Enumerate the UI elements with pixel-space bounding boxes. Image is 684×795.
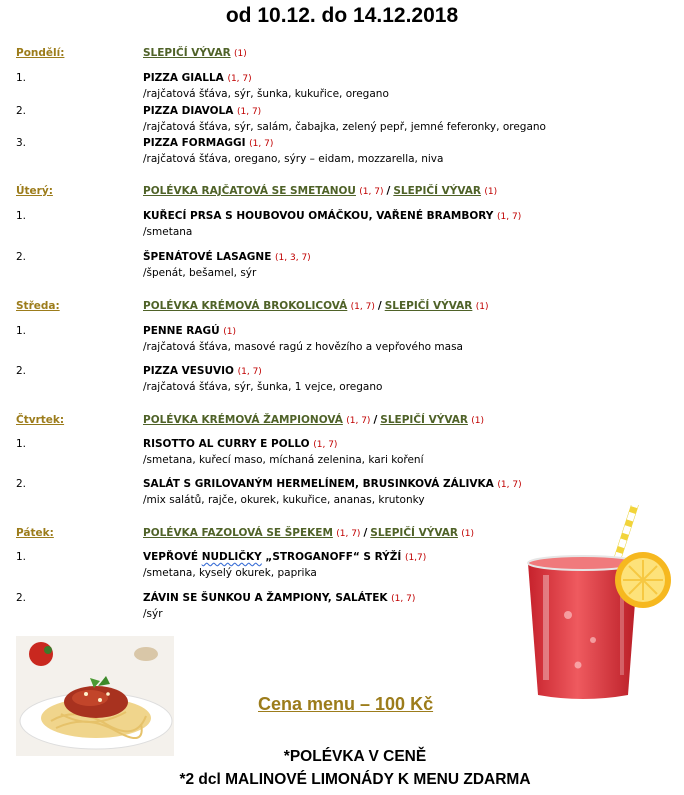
note-free-lemonade: *2 dcl MALINOVÉ LIMONÁDY K MENU ZDARMA — [179, 771, 531, 788]
note-soup-included: *POLÉVKA V CENĚ — [283, 748, 427, 765]
item-description: /rajčatová šťáva, masové ragú z hovězího a vepřového masa — [143, 341, 463, 353]
item-allergens: (1, 7) — [237, 367, 262, 377]
menu-item — [16, 251, 311, 279]
menu-price: Cena menu – 100 Kč — [258, 694, 434, 714]
item-description: /mix salátů, rajče, okurek, kukuřice, ananas, krutonky — [143, 494, 425, 506]
item-allergens: (1,7) — [404, 553, 427, 563]
item-name: PIZZA VESUVIO — [143, 365, 234, 377]
day-heading-friday — [16, 527, 474, 539]
item-number: 2. — [16, 592, 27, 604]
menu-item — [16, 365, 382, 393]
item-description: /smetana — [143, 226, 193, 238]
item-name: RISOTTO AL CURRY E POLLO — [143, 438, 310, 450]
soup-label: SLEPIČÍ VÝVAR — [370, 527, 458, 539]
item-description: /špenát, bešamel, sýr — [143, 267, 257, 279]
item-allergens: (1, 7) — [227, 74, 252, 84]
item-description: /rajčatová šťáva, sýr, šunka, kukuřice, oregano — [143, 88, 389, 100]
item-name: PIZZA FORMAGGI — [143, 137, 246, 149]
soup-allergens: (1, 7) — [350, 302, 375, 312]
soup-label: POLÉVKA FAZOLOVÁ SE ŠPEKEM — [143, 527, 333, 539]
soup-allergens: (1) — [471, 416, 485, 426]
item-allergens: (1) — [223, 327, 237, 337]
item-name: PENNE RAGÚ — [143, 325, 220, 337]
day-name: Pátek: — [16, 527, 54, 539]
item-number: 3. — [16, 137, 27, 149]
day-name: Úterý: — [16, 185, 53, 197]
item-number: 1. — [16, 72, 27, 84]
menu-item — [16, 137, 443, 165]
item-allergens: (1, 7) — [497, 212, 522, 222]
soup-label: SLEPIČÍ VÝVAR — [380, 414, 468, 426]
item-allergens: (1, 7) — [249, 139, 274, 149]
soup-separator: / — [363, 527, 368, 539]
item-allergens: (1, 7) — [391, 594, 416, 604]
menu-title: od 10.12. do 14.12.2018 — [225, 4, 459, 27]
day-heading-thursday — [16, 414, 484, 426]
item-name-part: „STROGANOFF“ S RÝŽÍ — [261, 551, 402, 563]
soup-label: SLEPIČÍ VÝVAR — [384, 300, 473, 312]
item-number: 1. — [16, 438, 27, 450]
menu-item — [16, 325, 463, 353]
item-description: /sýr — [143, 608, 163, 620]
menu-item — [16, 438, 424, 466]
item-description: /rajčatová šťáva, oregano, sýry – eidam, mozzarella, niva — [143, 153, 444, 165]
day-heading-monday — [16, 47, 247, 59]
item-name: KUŘECÍ PRSA S HOUBOVOU OMÁČKOU, VAŘENÉ BRAMBORY — [143, 210, 494, 222]
item-name: SALÁT S GRILOVANÝM HERMELÍNEM, BRUSINKOVÁ ZÁLIVKA — [143, 478, 494, 490]
soup-allergens: (1) — [484, 187, 498, 197]
item-description: /smetana, kyselý okurek, paprika — [143, 567, 317, 579]
raspberry-lemonade-glass-image — [508, 505, 678, 705]
soup-separator: / — [377, 300, 382, 312]
soup-allergens: (1, 7) — [336, 529, 361, 539]
soup-label: POLÉVKA KRÉMOVÁ BROKOLICOVÁ — [143, 300, 348, 312]
item-allergens: (1, 7) — [497, 480, 522, 490]
soup-allergens: (1) — [234, 49, 247, 59]
soup-separator: / — [386, 185, 391, 197]
item-name: ŠPENÁTOVÉ LASAGNE — [143, 251, 272, 263]
item-description: /rajčatová šťáva, sýr, salám, čabajka, zelený pepř, jemné feferonky, oregano — [143, 121, 546, 133]
soup-separator: / — [373, 414, 378, 426]
item-number: 1. — [16, 325, 27, 337]
item-allergens: (1, 7) — [313, 440, 338, 450]
menu-item — [16, 210, 521, 238]
item-description: /smetana, kuřecí maso, míchaná zelenina, kari koření — [143, 454, 424, 466]
item-number: 2. — [16, 105, 27, 117]
item-allergens: (1, 3, 7) — [275, 253, 311, 263]
soup-label: SLEPIČÍ VÝVAR — [393, 185, 481, 197]
item-number: 1. — [16, 551, 27, 563]
item-number: 2. — [16, 478, 27, 490]
soup-label: POLÉVKA KRÉMOVÁ ŽAMPIONOVÁ — [143, 414, 343, 426]
soup-allergens: (1, 7) — [359, 187, 384, 197]
item-name: PIZZA GIALLA — [143, 72, 224, 84]
item-name: PIZZA DIAVOLA — [143, 105, 234, 117]
item-name-part: VEPŘOVÉ — [143, 551, 202, 563]
soup-label: POLÉVKA RAJČATOVÁ SE SMETANOU — [143, 185, 356, 197]
soup-allergens: (1) — [475, 302, 489, 312]
day-heading-tuesday — [16, 185, 497, 197]
soup-label: SLEPIČÍ VÝVAR — [143, 47, 231, 59]
item-number: 2. — [16, 365, 27, 377]
item-name-part: NUDLIČKY — [201, 551, 262, 563]
menu-item — [16, 592, 415, 620]
day-name: Čtvrtek: — [16, 414, 65, 426]
item-name: ZÁVIN SE ŠUNKOU A ŽAMPIONY, SALÁTEK — [143, 592, 388, 604]
item-number: 2. — [16, 251, 27, 263]
spaghetti-bolognese-image — [16, 636, 174, 756]
menu-item — [16, 105, 546, 133]
day-name: Středa: — [16, 300, 60, 312]
soup-allergens: (1) — [461, 529, 475, 539]
menu-item — [16, 551, 426, 579]
item-description: /rajčatová šťáva, sýr, šunka, 1 vejce, oregano — [143, 381, 383, 393]
day-name: Pondělí: — [16, 47, 65, 59]
menu-item — [16, 478, 522, 506]
item-allergens: (1, 7) — [237, 107, 262, 117]
day-heading-wednesday — [16, 300, 488, 312]
soup-allergens: (1, 7) — [346, 416, 371, 426]
menu-item — [16, 72, 389, 100]
item-number: 1. — [16, 210, 27, 222]
